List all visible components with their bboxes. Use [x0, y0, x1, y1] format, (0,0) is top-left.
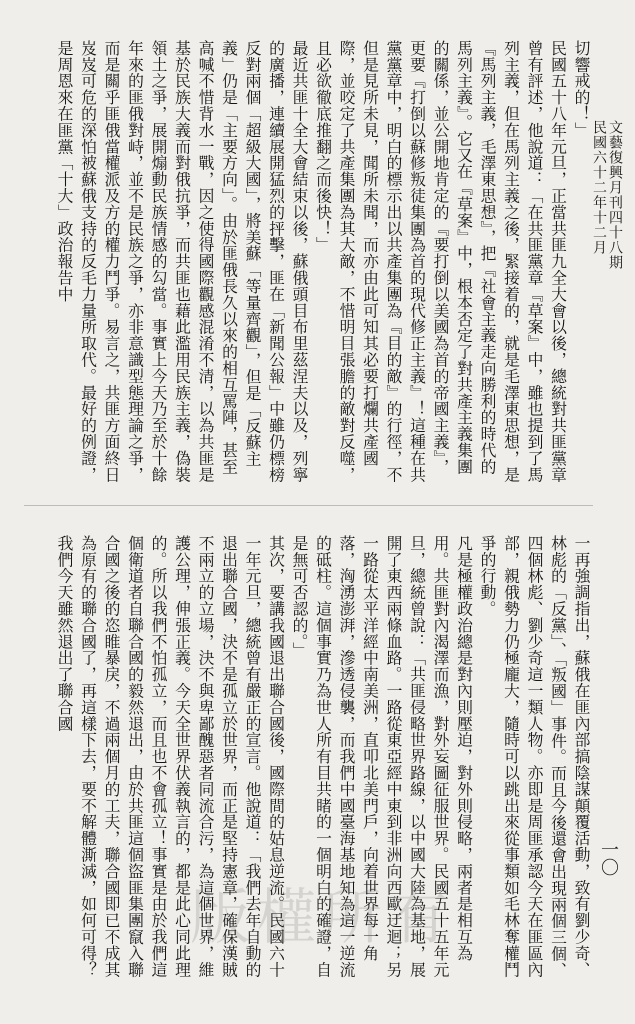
running-header: [591, 120, 623, 270]
paragraph: 民國五十八年元旦，正當共匪九全大會以後，總統對共匪黨章曾有評述，他說道：「在共匪黨章『草案』中，雖也提到了馬列主義，但在馬列主義之後，緊接着的，就是毛澤東思想，是『馬列主義，毛澤東思想』，把『社會主義走向勝利的時代的馬列主義』。它又在『草案』中，根本否定了對共產主義集團的關係，並公開地肯定的『要打倒以美國為首的帝國主義』，更要『打倒以蘇修叛徒集團為首的現代修正主義』！這種在共黨黨章中，明白的標示出以共產集團為『目的敵』的行徑，不但是見所未見，聞所未聞，而亦由此可知其必要打爛共產國際，並咬定了共產集團為其大敵，不惜明目張膽的敵對反噬，且必欲徹底推翻之而後快！」: [313, 40, 568, 483]
paragraph: 切響戒的！」: [572, 40, 591, 139]
section-divider: [24, 505, 593, 506]
upper-text-block: [28, 40, 593, 488]
watermark-stamp: 版權所有: [190, 883, 454, 953]
paragraph: 其次，要講我國退出聯合國後，國際間的姑息逆流。民國六十一年元旦，總統曾有嚴正的宣言。他說道：「我們去年自動的退出聯合國，決不是孤立於世界，而正是堅持憲章，確保漢賊不兩立的立場，決不與卑鄙醜惡者同流合污，為這個世界，維護公理，伸張正義。今天全世界伏義執言的，都是此心同此理的。所以我們不怕孤立，而且也不會孤立！事實是由於我們這個衛道者自聯合國的毅然退出，由於共匪這個盜匪集團竄入聯合國之後的恣睢暴戾，不過兩個月的工夫，聯合國即已不成其為原有的聯合國了，再這樣下去，要不解體澌滅，如何可得？我們今天雖然退出了聯合國: [55, 535, 286, 978]
issue-date: 民國六十二年十二月: [591, 120, 607, 255]
paragraph: 凡是極權政治總是對內則壓迫，對外則侵略，兩者是相互為用。共匪對內渴澤而漁，對外妄圖征服世界。民國五十五年元旦，總統曾說：「共匪侵略世界路線，以中國大陸為基地，展開了東西兩條血路。一路從東亞經中東到非洲向西歐迂迴；另一路從太平洋經中南美洲，直叩北美門戶，向着世界每一角落，洶湧澎湃，滲透侵襲，而我們中國臺海基地知為這一逆流的砥柱。這個事實乃為世人所有目共睹的一個明白的確證，自是無可否認的。」: [290, 535, 474, 978]
page-number: 一〇: [598, 840, 619, 876]
paragraph: 最近共匪十全大會結束以後，蘇俄頭目布里茲涅夫以及，列寧的廣播，連續展開猛烈的抨擊，匪在「新聞公報」中雖仍標榜反對兩個「超級大國」，將美蘇「等量齊觀」，但是「反蘇主義」仍是「主要方向」。由於匪俄長久以來的相互罵陣，甚至高喊不惜背水一戰，因之使得國際觀感混淆不清，以為共匪是基於民族大義而對俄抗爭，而共匪也藉此濫用民族主義，偽裝領土之爭，展開煽動民族情感的勾當。事實上今天乃至於十餘年來的匪俄對峙，並不是民族之爭，亦非意識型態理論之爭，而是關乎匪俄當權派及方的權力鬥爭。易言之，共匪方面終日岌岌可危的深怕被蘇俄支持的反毛力量所取代。最好的例證，是周恩來在匪黨「十大」政治報告中: [55, 40, 309, 483]
paragraph: 一再強調指出，蘇俄在匪內部搞陰謀顛覆活動，致有劉少奇、林彪的「反黨」、「叛國」事件。而且今後還會出現兩個三個、四個林彪、劉少奇這一類人物。亦即是周匪承認今天在匪區內部，親俄勢力仍極龐大，隨時可以跳出來從事類如毛林奪權鬥爭的行動。: [478, 535, 591, 979]
journal-title: 文藝復興月刊四十八期: [607, 120, 623, 270]
